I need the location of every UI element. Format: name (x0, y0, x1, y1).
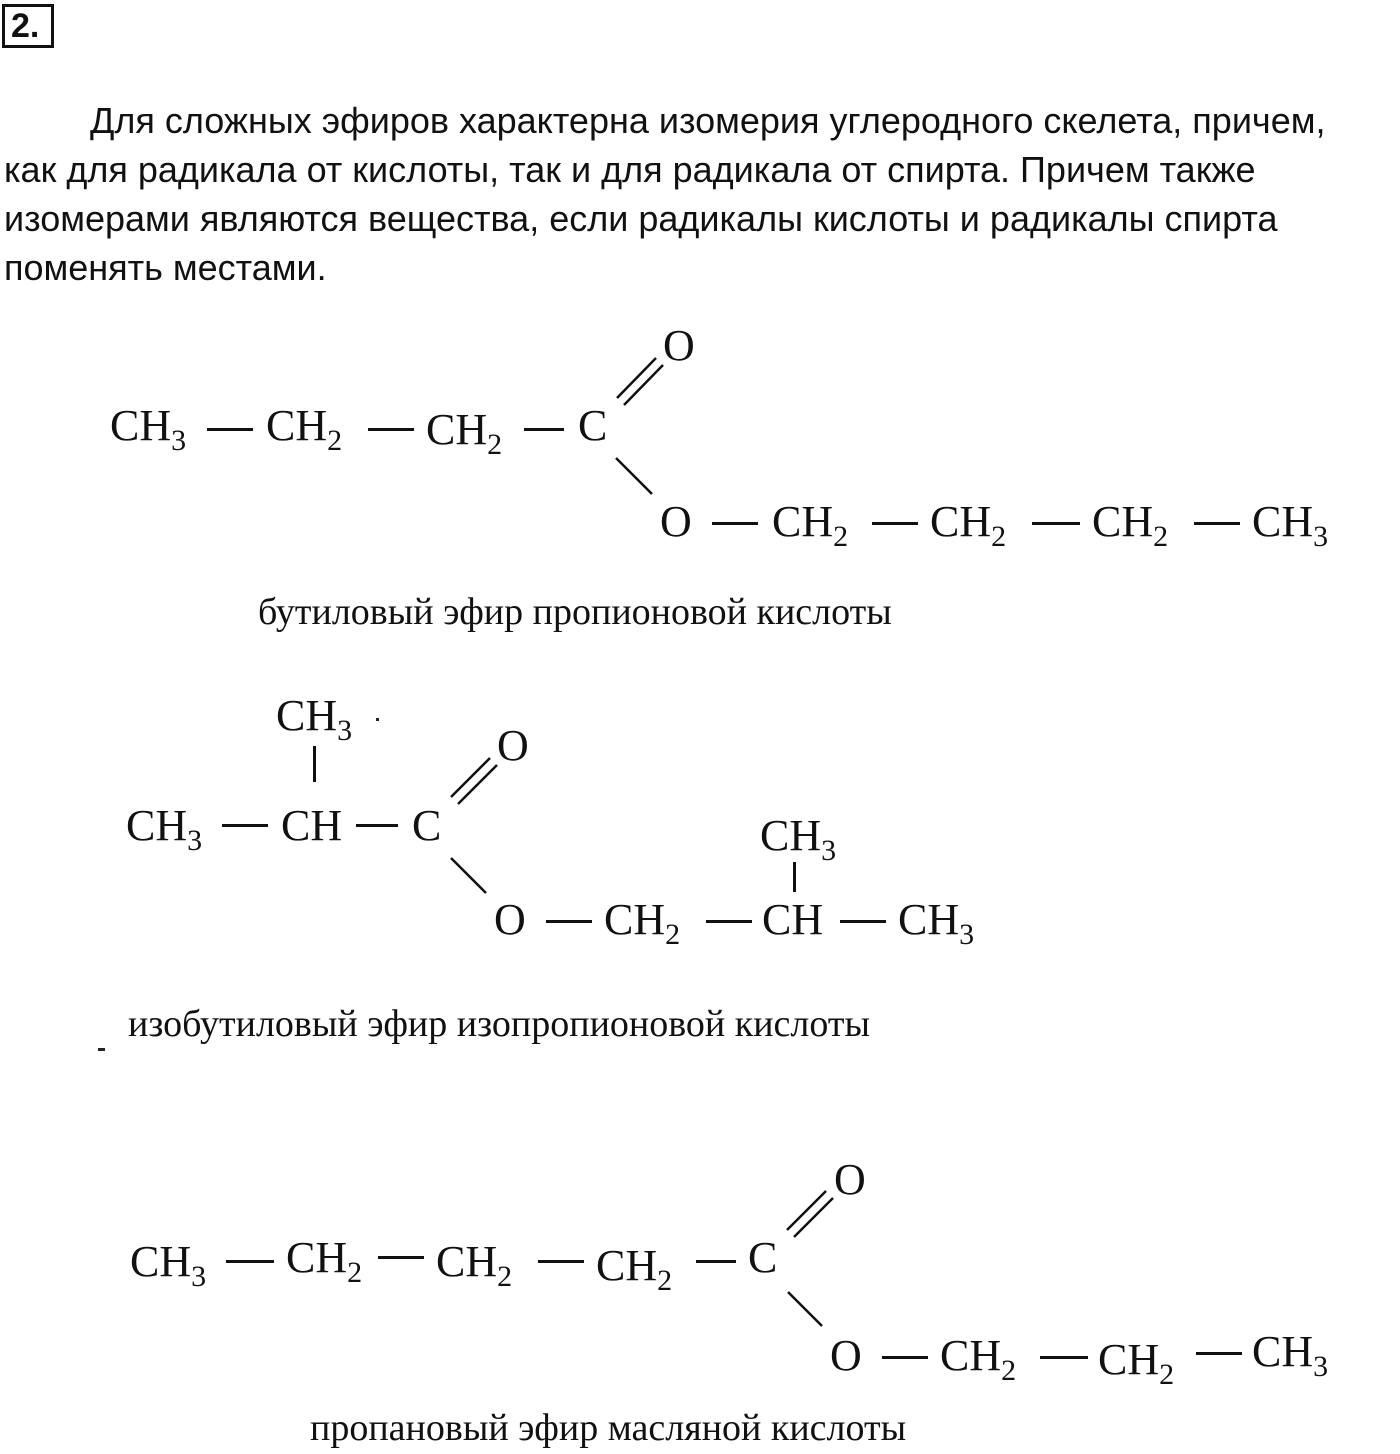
group-ch2: $CH_2$ (596, 1241, 673, 1297)
single-bond (1040, 1356, 1088, 1359)
carbonyl-oxygen: O (663, 321, 695, 370)
group-ch3: $CH_3$ (110, 401, 187, 457)
group-ch2: $CH_2$ (930, 497, 1007, 553)
group-ch2: $CH_2$ (266, 401, 343, 457)
carbonyl-oxygen: O (834, 1155, 866, 1204)
single-bond (1196, 1352, 1242, 1355)
carbonyl-carbon: C (748, 1233, 778, 1282)
carbonyl-carbon: C (578, 401, 608, 450)
task-number: 2. (11, 7, 40, 45)
group-ch2: $CH_2$ (940, 1331, 1017, 1387)
carbonyl-carbon: C (412, 801, 442, 850)
carbonyl-oxygen: O (497, 721, 529, 770)
group-ch3: $CH_3$ (1252, 1327, 1329, 1383)
group-ch3-branch: $CH_3$ (760, 811, 837, 867)
paragraph-line-4: поменять местами. (4, 247, 327, 288)
group-ch2: $CH_2$ (286, 1233, 363, 1289)
group-ch2: $CH_2$ (1092, 497, 1169, 553)
caption-isobutyl-isobutyrate: изобутиловый эфир изопропионовой кислоты (128, 1003, 871, 1045)
group-ch2: $CH_2$ (1098, 1335, 1175, 1391)
group-ch2: $CH_2$ (772, 497, 849, 553)
group-ch3: $CH_3$ (130, 1237, 207, 1293)
group-ch3: $CH_3$ (898, 895, 975, 951)
group-ch: CH (281, 801, 343, 850)
paragraph-line-2: как для радикала от кислоты, так и для радикала от спирта. Причем также (4, 149, 1256, 190)
ester-oxygen: O (830, 1331, 862, 1380)
group-ch3-branch: $CH_3$ (276, 691, 353, 747)
paragraph-line-3: изомерами являются вещества, если радикалы кислоты и радикалы спирта (4, 198, 1278, 239)
caption-propyl-butyrate: пропановый эфир масляной кислоты (310, 1407, 907, 1449)
group-ch: CH (762, 895, 824, 944)
paragraph-line-1: Для сложных эфиров характерна изомерия углеродного скелета, причем, (90, 100, 1326, 141)
group-ch3: $CH_3$ (126, 801, 203, 857)
ester-single-bond (788, 1292, 822, 1326)
group-ch2: $CH_2$ (604, 895, 681, 951)
single-bond (882, 1356, 928, 1359)
group-ch2: $CH_2$ (426, 405, 503, 461)
group-ch3: $CH_3$ (1252, 497, 1329, 553)
caption-butyl-propionate: бутиловый эфир пропионовой кислоты (258, 591, 892, 633)
group-ch2: $CH_2$ (436, 1237, 513, 1293)
ester-oxygen: O (660, 497, 692, 546)
ester-oxygen: O (494, 895, 526, 944)
